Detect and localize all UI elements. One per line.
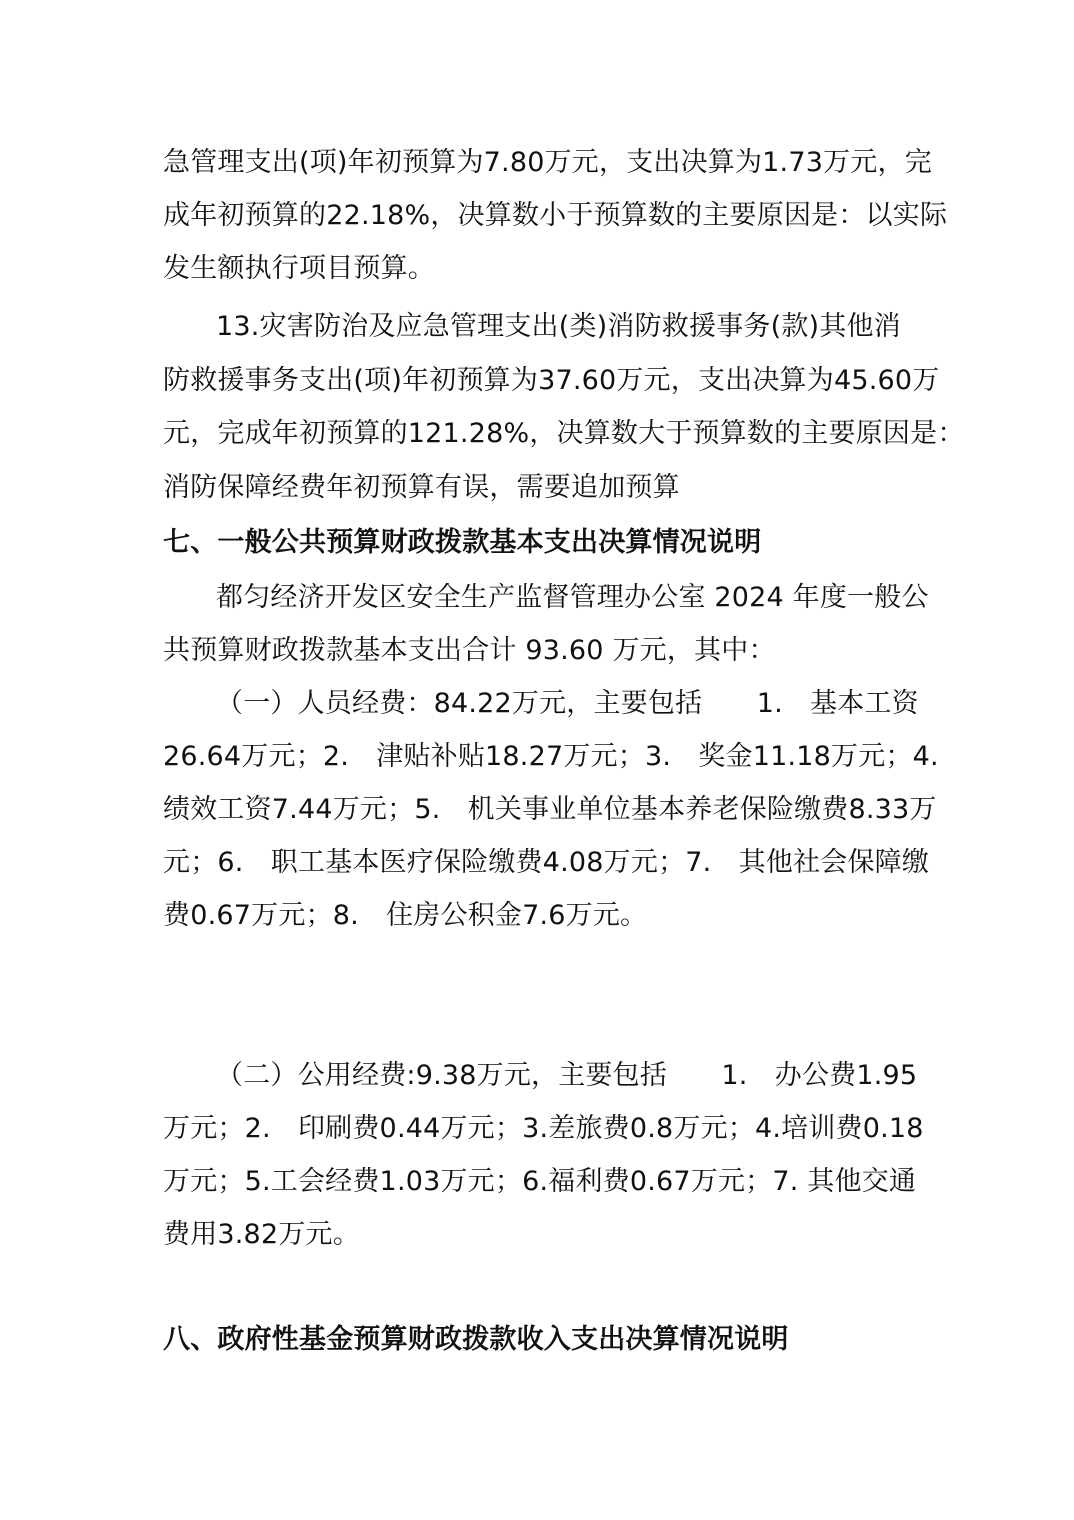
public-expense-line: 万元；2. 印刷费0.44万元；3.差旅费0.8万元；4.培训费0.18 [163, 1113, 924, 1144]
paragraph-line: 急管理支出(项)年初预算为7.80万元，支出决算为1.73万元，完 [163, 147, 932, 178]
section7-heading: 七、一般公共预算财政拨款基本支出决算情况说明 [163, 527, 762, 558]
paragraph-line: 成年初预算的22.18%，决算数小于预算数的主要原因是：以实际 [163, 200, 948, 231]
item13-line: 消防保障经费年初预算有误，需要追加预算 [163, 472, 680, 503]
paragraph-line: 发生额执行项目预算。 [163, 253, 435, 284]
public-expense-line: 费用3.82万元。 [163, 1219, 360, 1250]
public-expense-line: 万元；5.工会经费1.03万元；6.福利费0.67万元；7. 其他交通 [163, 1166, 917, 1197]
item13-line: 元，完成年初预算的121.28%，决算数大于预算数的主要原因是： [163, 418, 965, 449]
item13-line: 防救援事务支出(项)年初预算为37.60万元，支出决算为45.60万 [163, 365, 940, 396]
personnel-expense-line: 元；6. 职工基本医疗保险缴费4.08万元；7. 其他社会保障缴 [163, 847, 930, 878]
personnel-expense-line: 绩效工资7.44万元；5. 机关事业单位基本养老保险缴费8.33万 [163, 794, 937, 825]
section8-heading: 八、政府性基金预算财政拨款收入支出决算情况说明 [163, 1324, 789, 1355]
item13-line: 13.灾害防治及应急管理支出(类)消防救援事务(款)其他消 [216, 311, 901, 342]
section7-intro-line: 都匀经济开发区安全生产监督管理办公室 2024 年度一般公 [216, 582, 929, 613]
personnel-expense-line: （一）人员经费：84.22万元，主要包括 1. 基本工资 [216, 688, 919, 719]
public-expense-line: （二）公用经费:9.38万元，主要包括 1. 办公费1.95 [216, 1060, 918, 1091]
personnel-expense-line: 费0.67万元；8. 住房公积金7.6万元。 [163, 900, 648, 931]
section7-intro-line: 共预算财政拨款基本支出合计 93.60 万元，其中： [163, 635, 776, 666]
personnel-expense-line: 26.64万元；2. 津贴补贴18.27万元；3. 奖金11.18万元；4. [163, 741, 939, 772]
